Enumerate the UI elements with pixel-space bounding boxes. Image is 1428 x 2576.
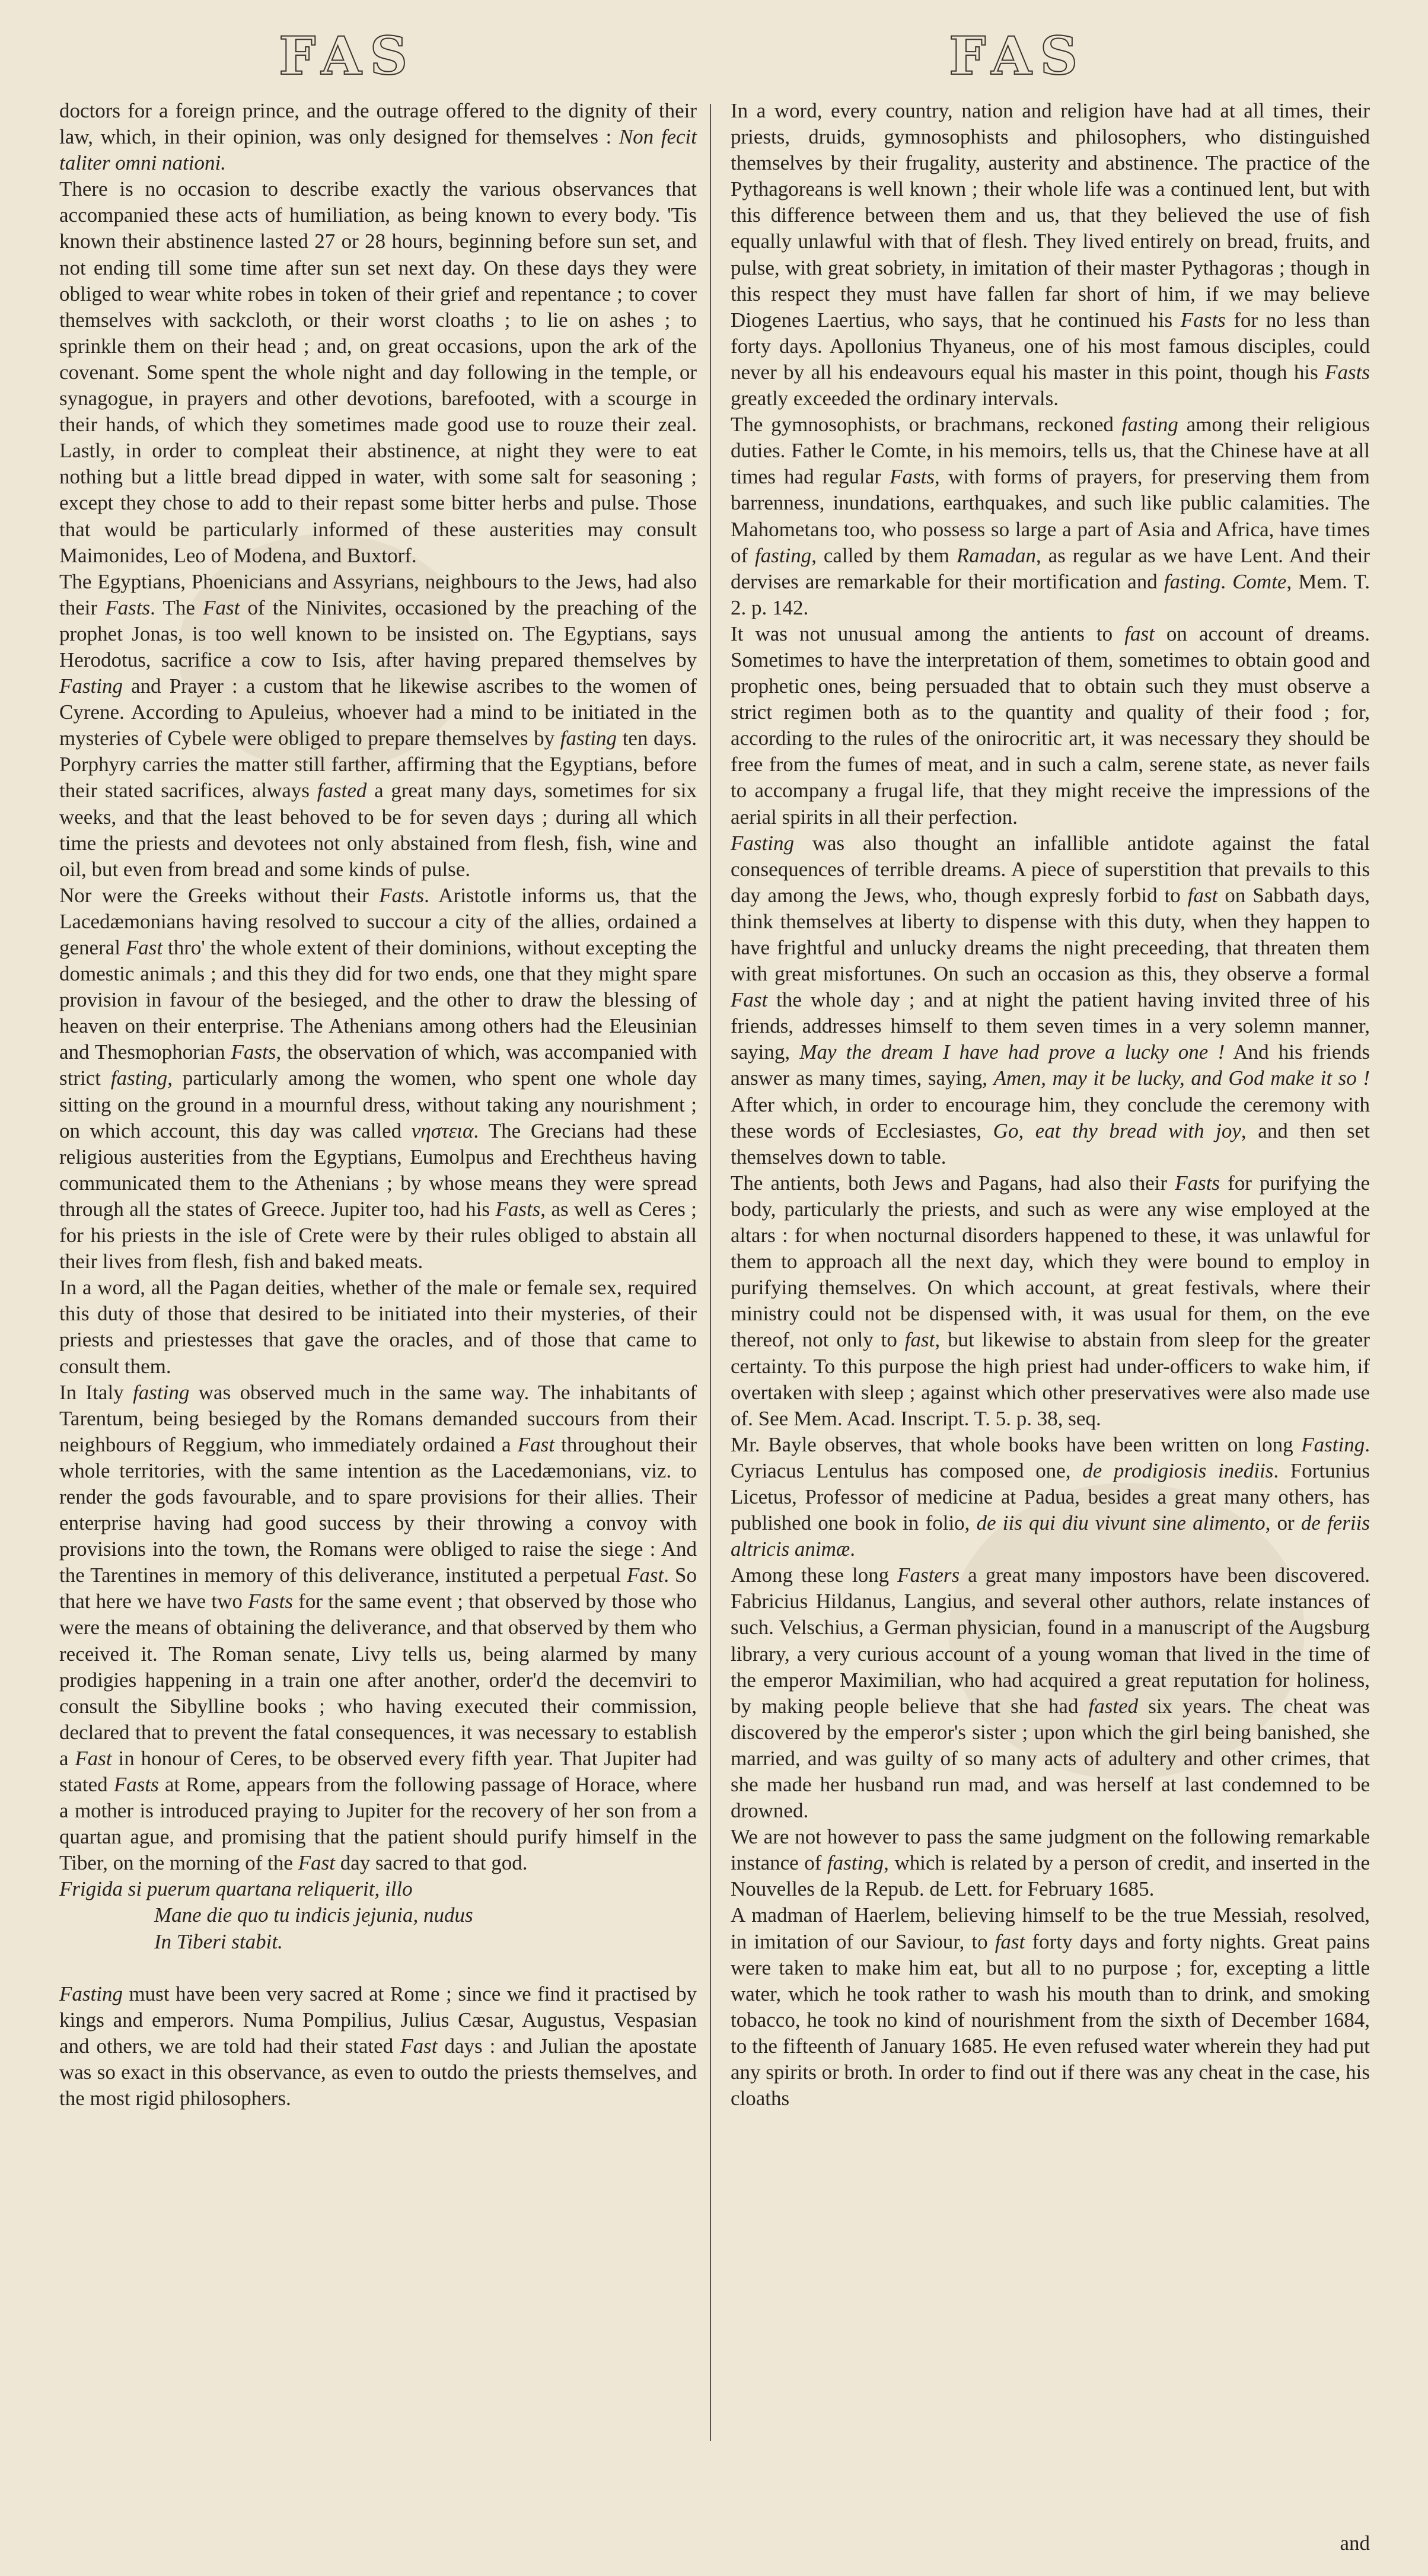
paragraph-after-verse: Fasting must have been very sacred at Rome ; since we find it practised by kings and emperors. Numa Pompilius, Julius Cæsar, Augustus, Vespasian and others, we are told had their stated Fast days : and Julian the apostate was so exact in this observance, as even to outdo the priests themselves, and the most rigid philosophers.: [59, 1982, 697, 2110]
right-paragraphs: [731, 98, 1370, 2112]
paragraph: In Italy fasting was observed much in the same way. The inhabitants of Tarentum, being besieged by the Romans demanded succours from their neighbours of Reggium, who immediately ordained a Fast throughout their whole territories, with the same intention as the Lacedæmonians, viz. to render the gods favourable, and to spare provisions for their allies. Their enterprise having had good success by their throwing a convoy with provisions into the town, the Romans were obliged to raise the siege : And the Tarentines in memory of this deliverance, instituted a perpetual Fast. So that here we have two Fasts for the same event ; that observed by those who were the means of obtaining the deliverance, and that observed by them who received it. The Roman senate, Livy tells us, being alarmed by many prodigies happening in a train one after another, order'd the decemviri to consult the Sibylline books ; who having executed their commission, declared that to prevent the fatal consequences, it was necessary to establish a Fast in honour of Ceres, to be observed every fifth year. That Jupiter had stated Fasts at Rome, appears from the following passage of Horace, where a mother is introduced praying to Jupiter for the recovery of her son from a quartan ague, and promising that the patient should purify himself in the Tiber, on the morning of the Fast day sacred to that god.: [59, 1380, 697, 1875]
catchword: and: [1340, 2532, 1370, 2555]
paragraph: The antients, both Jews and Pagans, had also their Fasts for purifying the body, particularly the priests, and such as were any wise employed at the altars : for when nocturnal disorders happened to these, it was unlawful for them to approach all the next day, which they were bound to employ in purifying themselves. On which account, at great festivals, where their ministry could not be dispensed with, it was usual for them, on the eve thereof, not only to fast, but likewise to abstain from sleep for the greater certainty. To this purpose the high priest had under-officers to wake him, if overtaken with sleep ; against which other preservatives were also made use of. See Mem. Acad. Inscript. T. 5. p. 38, seq.: [731, 1171, 1370, 1430]
paragraph: doctors for a foreign prince, and the outrage offered to the dignity of their law, which, in their opinion, was only designed for themselves : Non fecit taliter omni nationi.: [59, 99, 697, 175]
paragraph: In a word, all the Pagan deities, whether of the male or female sex, required this duty of those that desired to be initiated into their mysteries, of their priests and priestesses that gave the oracles, and of those that came to consult them.: [59, 1276, 697, 1378]
column-divider: [710, 104, 711, 2441]
horace-verse: [59, 1876, 697, 1954]
paragraph: It was not unusual among the antients to fast on account of dreams. Sometimes to have the interpretation of them, sometimes to obtain good and prophetic ones, being persuaded that to obtain such they must observe a strict regimen both as to the quantity and quality of their food ; for, according to the rules of the onirocritic art, it was necessary they should be free from the fumes of meat, and in such a calm, serene state, as never fails to accompany a frugal life, that they might receive the impressions of the aerial spirits in all their perfection.: [731, 622, 1370, 829]
paragraph: Nor were the Greeks without their Fasts. Aristotle informs us, that the Lacedæmonians having resolved to succour a city of the allies, ordained a general Fast thro' the whole extent of their dominions, without excepting the domestic animals ; and this they did for two ends, one that they might spare provision in favour of the besieged, and the other to draw the blessing of heaven on their enterprise. The Athenians among others had the Eleusinian and Thesmophorian Fasts, the observation of which, was accompanied with strict fasting, particularly among the women, who spent one whole day sitting on the ground in a mournful dress, without taking any nourishment ; on which account, this day was called νηστεια. The Grecians had these religious austerities from the Egyptians, Eumolpus and Erechtheus having communicated them to the Athenians ; by whose means they were spread through all the states of Greece. Jupiter too, had his Fasts, as well as Ceres ; for his priests in the isle of Crete were by their rules obliged to abstain all their lives from flesh, fish and baked meats.: [59, 883, 697, 1273]
right-headword: FAS: [949, 25, 1086, 87]
paragraph: Mr. Bayle observes, that whole books have been written on long Fasting. Cyriacus Lentulus has composed one, de prodigiosis inediis. Fortunius Licetus, Professor of medicine at Padua, besides a great many others, has published one book in folio, de iis qui diu vivunt sine alimento, or de feriis altricis animæ.: [731, 1432, 1370, 1561]
paragraph: The Egyptians, Phoenicians and Assyrians, neighbours to the Jews, had also their Fasts. The Fast of the Ninivites, occasioned by the preaching of the prophet Jonas, is too well known to be insisted on. The Egyptians, says Herodotus, sacrifice a cow to Isis, after having prepared themselves by Fasting and Prayer : a custom that he likewise ascribes to the women of Cyrene. According to Apuleius, whoever had a mind to be initiated in the mysteries of Cybele were obliged to prepare themselves by fasting ten days. Porphyry carries the matter still farther, affirming that the Egyptians, before their stated sacrifices, always fasted a great many days, sometimes for six weeks, and that the least behoved to be for seven days ; during all which time the priests and devotees not only abstained from flesh, fish, wine and oil, but even from bread and some kinds of pulse.: [59, 569, 697, 881]
verse-line: Frigida si puerum quartana reliquerit, illo: [59, 1877, 413, 1901]
left-column: [59, 98, 697, 2112]
left-paragraphs: [59, 98, 697, 1876]
paragraph: Fasting was also thought an infallible antidote against the fatal consequences of terrible dreams. A piece of superstition that prevails to this day among the Jews, who, though expresly forbid to fast on Sabbath days, think themselves at liberty to dispense with this duty, when they happen to have frightful and unlucky dreams the night preceeding, that threaten them with great misfortunes. On such an occasion as this, they observe a formal Fast the whole day ; and at night the patient having invited three of his friends, addresses himself to them seven times in a very solemn manner, saying, May the dream I have had prove a lucky one ! And his friends answer as many times, saying, Amen, may it be lucky, and God make it so ! After which, in order to encourage him, they conclude the ceremony with these words of Ecclesiastes, Go, eat thy bread with joy, and then set themselves down to table.: [731, 831, 1370, 1168]
verse-line: In Tiberi stabit.: [154, 1929, 283, 1953]
verse-line: Mane die quo tu indicis jejunia, nudus: [154, 1903, 473, 1927]
right-column: [731, 98, 1370, 2112]
paragraph: The gymnosophists, or brachmans, reckoned fasting among their religious duties. Father le Comte, in his memoirs, tells us, that the Chinese have at all times had regular Fasts, with forms of prayers, for preserving them from barrenness, inundations, earthquakes, and such like public calamities. The Mahometans too, who possess so large a part of Asia and Africa, have times of fasting, called by them Ramadan, as regular as we have Lent. And their dervises are remarkable for their mortification and fasting. Comte, Mem. T. 2. p. 142.: [731, 413, 1370, 619]
paragraph: Among these long Fasters a great many impostors have been discovered. Fabricius Hildanus, Langius, and several other authors, relate instances of such. Velschius, a German physician, found in a manuscript of the Augsburg library, a very curious account of a young woman that lived in the time of the emperor Maximilian, who had acquired a great reputation for holiness, by making people believe that she had fasted six years. The cheat was discovered by the emperor's sister ; upon which the girl being banished, she married, and was guilty of so many acts of adultery and other crimes, that she made her husband run mad, and was herself at last condemned to be drowned.: [731, 1564, 1370, 1823]
spacer: [59, 1955, 697, 1981]
paragraph: In a word, every country, nation and religion have had at all times, their priests, druids, gymnosophists and philosophers, who distinguished themselves by their frugality, austerity and abstinence. The practice of the Pythagoreans is well known ; their whole life was a continued lent, but with this difference between them and us, that they believed the use of fish equally unlawful with that of flesh. They lived entirely on bread, fruits, and pulse, with great sobriety, in imitation of their master Pythagoras ; though in this respect they must have fallen far short of him, if we may believe Diogenes Laertius, who says, that he continued his Fasts for no less than forty days. Apollonius Thyaneus, one of his most famous disciples, could never by all his endeavours equal his master in this point, though his Fasts greatly exceeded the ordinary intervals.: [731, 99, 1370, 410]
paragraph: There is no occasion to describe exactly the various observances that accompanied these acts of humiliation, as being known to every body. 'Tis known their abstinence lasted 27 or 28 hours, beginning before sun set, and not ending till some time after sun set next day. On these days they were obliged to wear white robes in token of their grief and repentance ; to cover themselves with sackcloth, or their worst cloaths ; to lie on ashes ; to sprinkle them on their head ; and, on great occasions, upon the ark of the covenant. Some spent the whole night and day following in the temple, or synagogue, in prayers and other devotions, barefooted, with a scourge in their hands, of which they sometimes made good use to rouze their zeal. Lastly, in order to compleat their abstinence, at night they were to eat nothing but a little bread dipped in water, with some salt for seasoning ; except they chose to add to their repast some bitter herbs and pulse. Those that would be particularly informed of these austerities may consult Maimonides, Leo of Modena, and Buxtorf.: [59, 177, 697, 567]
paragraph: We are not however to pass the same judgment on the following remarkable instance of fasting, which is related by a person of credit, and inserted in the Nouvelles de la Repub. de Lett. for February 1685.: [731, 1825, 1370, 1901]
paragraph: A madman of Haerlem, believing himself to be the true Messiah, resolved, in imitation of our Saviour, to fast forty days and forty nights. Great pains were taken to make him eat, but all to no purpose ; for, excepting a little water, which he took rather to wash his mouth than to drink, and smoking tobacco, he took no kind of nourishment from the sixth of December 1684, to the fifteenth of January 1685. He even refused water wherein they had put any spirits or broth. In order to find out if there was any cheat in the case, his cloaths: [731, 1903, 1370, 2110]
left-headword: FAS: [279, 25, 416, 87]
